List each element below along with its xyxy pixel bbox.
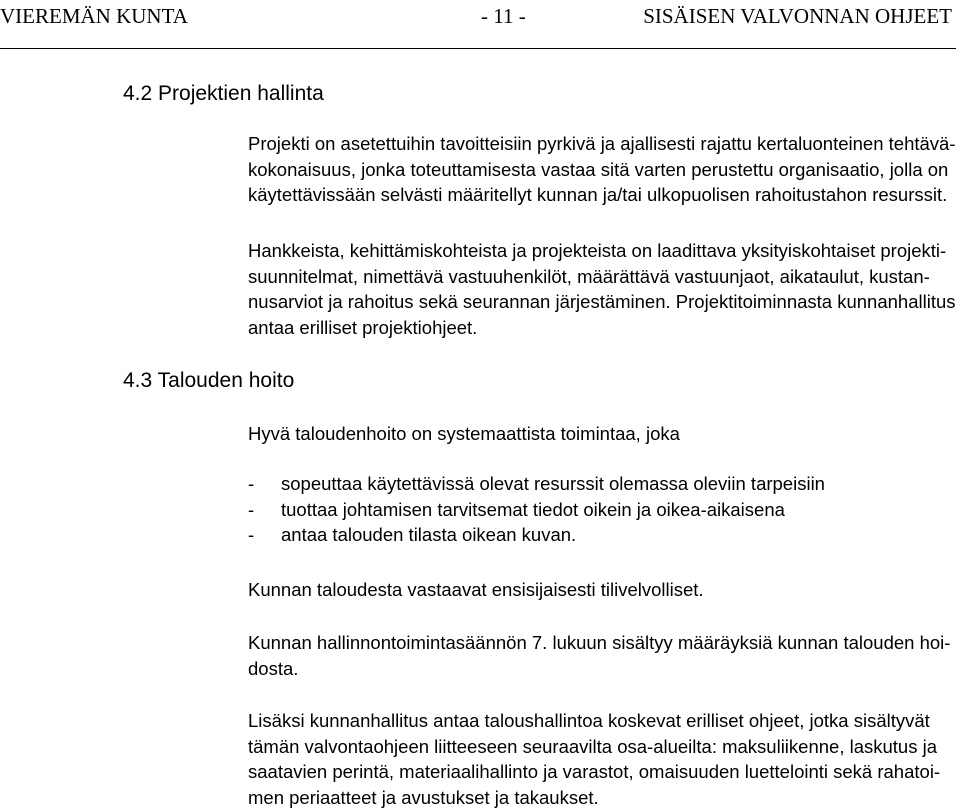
heading-4-2: 4.2 Projektien hallinta xyxy=(123,82,324,105)
paragraph-project-definition xyxy=(248,131,956,208)
paragraph-administrative-rules xyxy=(248,630,956,681)
list-item xyxy=(248,522,825,548)
text-line: tämän valvontaohjeen liitteeseen seuraavilta osa-alueilta: maksuliikenne, laskutus ja xyxy=(248,735,938,757)
text-line: Kunnan taloudesta vastaavat ensisijaisesti tilivelvolliset. xyxy=(248,579,704,600)
list-item-text: tuottaa johtamisen tarvitsemat tiedot oikein ja oikea-aikaisena xyxy=(281,498,785,520)
heading-4-3: 4.3 Talouden hoito xyxy=(123,369,295,392)
text-line: nusarviot ja rahoitus sekä seurannan järjestäminen. Projektitoiminnasta kunnanhallitus xyxy=(248,291,956,313)
header-organization: VIEREMÄN KUNTA xyxy=(0,4,188,28)
text-line: Projekti on asetettuihin tavoitteisiin pyrkivä ja ajallisesti rajattu kertaluonteinen tehtävä- xyxy=(248,133,956,154)
list-dash: - xyxy=(248,498,255,520)
paragraph-finance-intro xyxy=(248,421,956,447)
finance-goals-list xyxy=(248,471,825,548)
page-header xyxy=(0,0,960,36)
paragraph-additional-instructions xyxy=(248,708,956,810)
text-line: kokonaisuus, jonka toteuttamisesta vastaa sitä varten perustettu organisaatio, jolla on xyxy=(248,158,949,180)
list-item xyxy=(248,471,825,497)
text-line: antaa erilliset projektiohjeet. xyxy=(248,316,478,338)
header-document-title: SISÄISEN VALVONNAN OHJEET xyxy=(643,4,952,28)
text-line: Hyvä taloudenhoito on systemaattista toimintaa, joka xyxy=(248,423,680,444)
header-page-number: - 11 - xyxy=(481,4,526,28)
list-dash: - xyxy=(248,473,255,494)
paragraph-responsible-officials xyxy=(248,577,956,603)
text-line: dosta. xyxy=(248,657,299,679)
paragraph-project-plans xyxy=(248,238,956,340)
text-line: käytettävissään selvästi määritellyt kunnan ja/tai ulkopuolisen rahoitustahon resurssit. xyxy=(248,184,948,206)
text-line: saatavien perintä, materiaalihallinto ja varastot, omaisuuden luettelointi sekä rahatoi- xyxy=(248,761,941,783)
text-line: men periaatteet ja avustukset ja takaukset. xyxy=(248,786,599,808)
list-item-text: antaa talouden tilasta oikean kuvan. xyxy=(281,524,577,546)
text-line: Kunnan hallinnontoimintasäännön 7. lukuun sisältyy määräyksiä kunnan talouden hoi- xyxy=(248,632,951,653)
list-dash: - xyxy=(248,524,255,546)
list-item xyxy=(248,497,825,523)
text-line: suunnitelmat, nimettävä vastuuhenkilöt, määrättävä vastuunjaot, aikataulut, kustan- xyxy=(248,265,930,287)
header-divider xyxy=(0,48,956,49)
text-line: Lisäksi kunnanhallitus antaa taloushallintoa koskevat erilliset ohjeet, jotka sisältyvät xyxy=(248,710,930,731)
text-line: Hankkeista, kehittämiskohteista ja projekteista on laadittava yksityiskohtaiset projekti- xyxy=(248,240,947,261)
list-item-text: sopeuttaa käytettävissä olevat resurssit olemassa oleviin tarpeisiin xyxy=(281,473,825,494)
